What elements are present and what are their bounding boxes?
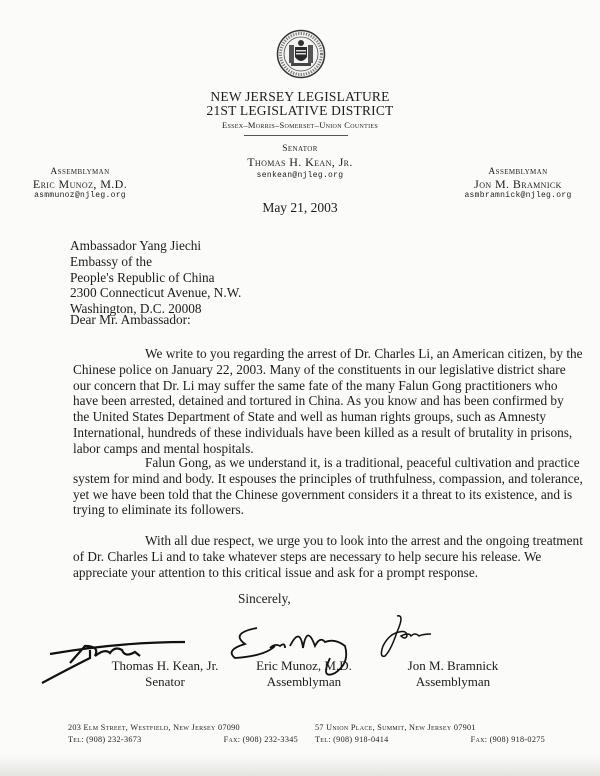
assemblyman-left-email[interactable]: asmmunoz@njleg.org bbox=[34, 191, 126, 200]
assemblyman-right-email[interactable]: asmbramnick@njleg.org bbox=[464, 191, 572, 200]
footer-westfield-office bbox=[68, 722, 298, 746]
salutation: Dear Mr. Ambassador: bbox=[70, 312, 191, 327]
state-seal-icon bbox=[276, 29, 326, 79]
recipient-line: Embassy of the bbox=[70, 253, 152, 269]
letterhead-divider bbox=[244, 135, 348, 136]
paragraph-text: We write to you regarding the arrest of Dr. Charles Li, an American citizen, by the Chinese police on January 22, 2003. Many of the constituents in our legislative district share our concern that Dr. Li may suffer the same fate of the many Falun Gong practitioners who have been arrested, detained and tortured in China. As you know and has been confirmed by the United States Department of State and well as human rights groups, such as Amnesty International, hundreds of these individuals have been killed as a result of brutality in prisons, labor camps and mental hospitals. bbox=[73, 346, 583, 456]
recipient-line: People's Republic of China bbox=[70, 269, 215, 285]
assemblyman-left-name: Eric Munoz, M.D. bbox=[32, 177, 128, 191]
senator-name: Thomas H. Kean, Jr. bbox=[247, 155, 353, 169]
footer-tel: Tel: (908) 918-0414 bbox=[315, 735, 389, 744]
signer-title: Assemblyman bbox=[415, 674, 491, 689]
paragraph-2 bbox=[73, 455, 583, 518]
counties-line: Essex–Morris–Somerset–Union Counties bbox=[222, 120, 378, 130]
signature-block-bramnick bbox=[373, 658, 533, 690]
assemblyman-left-role: Assemblyman bbox=[50, 167, 110, 177]
footer-address: 57 Union Place, Summit, New Jersey 07901 bbox=[315, 723, 476, 732]
footer-summit-office bbox=[315, 722, 545, 746]
signer-title: Assemblyman bbox=[266, 674, 342, 689]
recipient-address bbox=[70, 238, 241, 317]
recipient-line: Ambassador Yang Jiechi bbox=[70, 238, 202, 253]
signature-block-kean bbox=[85, 658, 245, 690]
signature-block-munoz bbox=[224, 658, 384, 690]
footer-fax: Fax: (908) 232-3345 bbox=[223, 735, 298, 744]
signer-name: Thomas H. Kean, Jr. bbox=[111, 658, 219, 673]
assemblyman-right-block bbox=[458, 166, 578, 202]
scan-shadow bbox=[0, 755, 600, 776]
paragraph-text: Falun Gong, as we understand it, is a traditional, peaceful cultivation and practice system for mind and body. It espouses the principles of truthfulness, compassion, and tolerance, yet we have been told that the Chinese government considers it a threat to its existence, and is trying to eliminate its followers. bbox=[73, 455, 583, 518]
closing: Sincerely, bbox=[238, 591, 291, 606]
legislature-name: NEW JERSEY LEGISLATURE bbox=[210, 89, 390, 104]
paragraph-1 bbox=[73, 346, 583, 457]
signer-name: Eric Munoz, M.D. bbox=[256, 658, 352, 673]
senator-email[interactable]: senkean@njleg.org bbox=[256, 171, 344, 180]
signature-bramnick-icon bbox=[375, 612, 445, 662]
footer-fax: Fax: (908) 918-0275 bbox=[470, 735, 545, 744]
recipient-line: Washington, D.C. 20008 bbox=[70, 301, 202, 317]
footer-tel: Tel: (908) 232-3673 bbox=[68, 735, 142, 744]
paragraph-3 bbox=[73, 533, 583, 580]
paragraph-text: With all due respect, we urge you to look into the arrest and the ongoing treatment of Dr. Charles Li and to take whatever steps are necessary to help secure his release. We appreciate your attention to this critical issue and ask for a prompt response. bbox=[73, 533, 583, 580]
recipient-line: 2300 Connecticut Avenue, N.W. bbox=[70, 285, 242, 301]
assemblyman-right-role: Assemblyman bbox=[488, 167, 548, 177]
signer-title: Senator bbox=[145, 674, 185, 689]
letter-date: May 21, 2003 bbox=[262, 200, 338, 215]
senator-role: Senator bbox=[282, 144, 318, 154]
assemblyman-left-block bbox=[20, 166, 140, 202]
senator-block bbox=[180, 143, 420, 182]
district-name: 21ST LEGISLATIVE DISTRICT bbox=[206, 103, 394, 118]
footer-address: 203 Elm Street, Westfield, New Jersey 07090 bbox=[68, 723, 240, 732]
letterhead-title bbox=[0, 90, 600, 118]
assemblyman-right-name: Jon M. Bramnick bbox=[474, 177, 562, 191]
signer-name: Jon M. Bramnick bbox=[407, 658, 499, 673]
